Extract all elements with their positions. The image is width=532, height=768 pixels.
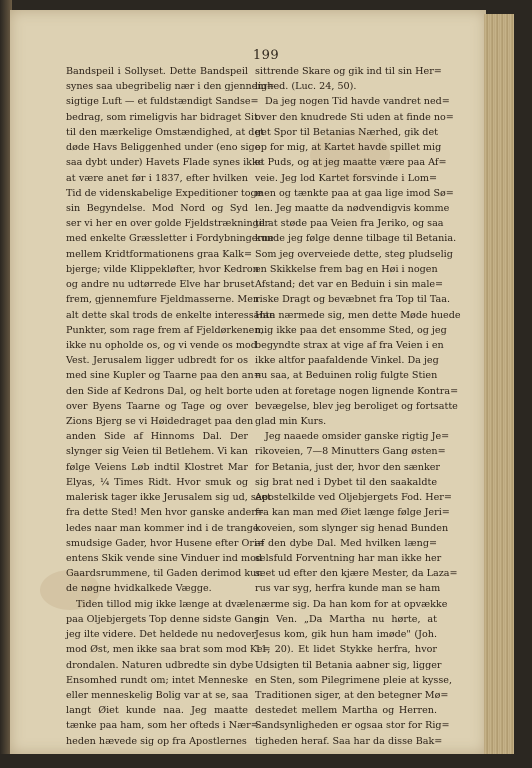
text-line: til at støde paa Veien fra Jeriko, og saa (255, 218, 444, 230)
text-line: alt dette skal trods de enkelte interessante (66, 309, 276, 321)
text-line: at være anet før i 1837, efter hvilken (66, 172, 248, 184)
text-line: følge Veiens Løb indtil Klostret Mar (66, 461, 248, 473)
text-line: ikke altfor paafaldende Vinkel. Da jeg (255, 355, 439, 367)
text-line: kunde jeg følge denne tilbage til Betania. (255, 233, 457, 245)
text-line: for Betania, just der, hvor den sænker (255, 461, 441, 473)
text-line: mod Øst, men ikke saa brat som mod Ke= (66, 644, 271, 656)
text-line: len. Jeg maatte da nødvendigvis komme (255, 202, 450, 214)
text-line: begyndte strax at vige af fra Veien i en (255, 339, 444, 351)
text-line: Han nærmede sig, men dette Møde huede (255, 309, 461, 321)
text-line: tænke paa ham, som her ofteds i Nær= (66, 720, 259, 732)
text-line: frem, gjennemfure Fjeldmasserne. Men (66, 294, 260, 306)
text-line: sittrende Skare og gik ind til sin Her= (255, 66, 442, 77)
text-line: Vest. Jerusalem ligger udbredt for os (66, 355, 248, 367)
text-line: drondalen. Naturen udbredte sin dybe (66, 659, 254, 671)
text-line: Elyas, ¼ Times Ridt. Hvor smuk og (66, 476, 248, 488)
text-line: Sandsynligheden er ogsaa stor for Rig= (255, 720, 450, 732)
text-line: slynger sig Veien til Betlehem. Vi kan (66, 446, 248, 458)
text-line: saa dybt under) Havets Flade synes ikke (66, 157, 264, 169)
text-line: fra dette Sted! Men hvor ganske ander= (66, 507, 264, 519)
text-line: fra kan man med Øiet længe følge Jeri= (255, 507, 450, 519)
text-line: Gaardsrummene, til Gaden derimod kun (66, 568, 263, 580)
text-line: Apostelkilde ved Oljebjergets Fod. Her= (255, 492, 452, 504)
left-text-column (66, 64, 276, 749)
text-line: anden Side af Hinnoms Dal. Der (66, 431, 248, 443)
text-line: Afstand; det var en Beduin i sin male= (255, 279, 444, 291)
text-line: sigtige Luft — et fuldstændigt Sandsе= (66, 96, 259, 108)
text-line: sig brat ned i Dybet til den saakaldte (255, 476, 437, 488)
text-line: op for mig, at Kartet havde spillet mig (255, 142, 442, 154)
text-line: rikoveien, 7—8 Minutters Gang østen= (255, 446, 446, 458)
text-line: sin Begyndelse. Mod Nord og Syd (66, 202, 248, 214)
text-line: bjerge; vilde Klippekløfter, hvor Kedron (66, 263, 259, 275)
text-line: Jesus kom, gik hun ham imøde" (Joh. (255, 629, 437, 641)
page-number: 199 (252, 48, 280, 63)
text-line: smudsige Gader, hvor Husene efter Ori= (66, 537, 266, 549)
text-line: ser vi her en over golde Fjeldstrækninger (66, 218, 270, 230)
text-line: mellem Kridtformationens graa Kalk= (66, 248, 253, 260)
text-line: til den mærkelige Omstændighed, at det (66, 126, 264, 138)
text-line: rus var syg, herfra kunde man se ham (255, 583, 441, 595)
text-line: entens Skik vende sine Vinduer ind mod (66, 553, 262, 564)
text-line: nærme sig. Da han kom for at opvække (255, 598, 448, 610)
text-line: den Side af Kedrons Dal, og helt borte (66, 385, 253, 397)
text-line: et Puds, og at jeg maatte være paa Af= (255, 157, 447, 169)
text-line: Zions Bjerg se vi Høidedraget paa den (66, 416, 254, 428)
text-line: bevægelse, blev jeg beroliget og fortsatte (255, 400, 458, 412)
text-line: lighed. (Luc. 24, 50). (255, 81, 357, 93)
text-line: Da jeg nogen Tid havde vandret ned= (265, 96, 450, 108)
text-line: Udsigten til Betania aabner sig, ligger (255, 659, 442, 671)
text-line: koveien, som slynger sig henad Bunden (255, 522, 449, 534)
text-line: riske Dragt og bevæbnet fra Top til Taa. (255, 294, 450, 306)
text-line: en Skikkelse frem bag en Høi i nogen (255, 263, 438, 275)
text-line: en Sten, som Pilegrimene pleie at kysse, (255, 674, 452, 686)
text-line: Jeg naaede omsider ganske rigtig Je= (265, 431, 450, 443)
text-line: nu saa, at Beduinen rolig fulgte Stien (255, 370, 438, 382)
book-cover-edge (0, 754, 532, 768)
text-line: Tiden tillod mig ikke længe at dvæle (76, 598, 255, 610)
text-line: ikke nu opholde os, og vi vende os mod (66, 339, 257, 351)
page-edges (484, 14, 514, 754)
text-line: Traditionen siger, at den betegner Mø= (255, 689, 449, 701)
text-line: get Spor til Betanias Nærhed, gik det (255, 126, 438, 138)
text-line: seet ud efter den kjære Mester, da Laza= (255, 568, 458, 580)
text-line: Tid de videnskabelige Expeditioner toge (66, 187, 263, 199)
text-line: tigheden heraf. Saa har da disse Bak= (255, 735, 443, 747)
text-line: men og tænkte paa at gaa lige imod Sø= (255, 187, 454, 199)
text-line: over Byens Taarne og Tage og over (66, 400, 248, 412)
text-line: over den knudrede Sti uden at finde no= (255, 111, 454, 123)
text-line: malerisk tager ikke Jerusalem sig ud, seet (66, 492, 272, 504)
text-line: ledes naar man kommer ind i de trange (66, 522, 259, 534)
text-line: jeg ilte videre. Det heldede nu nedover (66, 629, 256, 641)
text-line: heden hævede sig op fra Apostlernes (66, 735, 247, 747)
text-line: paa Oljebjergets Top denne sidste Gang; (66, 613, 264, 625)
text-line: døde Havs Beliggenhed under (eno sige (66, 142, 261, 154)
text-line: eller menneskelig Bolig var at se, saa (66, 689, 249, 701)
text-line: og andre nu udtørrede Elve har bruset (66, 279, 255, 291)
text-line: glad min Kurs. (255, 416, 327, 428)
right-text-column (255, 64, 461, 749)
text-line: mig ikke paa det ensomme Sted, og jeg (255, 324, 447, 336)
text-line: af den dybe Dal. Med hvilken læng= (255, 537, 437, 549)
text-line: sin Ven. „Da Martha nu hørte, at (255, 613, 437, 625)
text-line: langt Øiet kunde naa. Jeg maatte (66, 705, 248, 717)
text-line: de nøgne hvidkalkede Vægge. (66, 583, 212, 595)
text-line: veie. Jeg lod Kartet forsvinde i Lom= (255, 172, 437, 184)
text-line: selsfuld Forventning har man ikke her (255, 553, 442, 564)
text-line: uden at foretage nogen lignende Kontra= (255, 385, 459, 397)
text-line: synes saa ubegribelig nær i den gjennem= (66, 81, 275, 93)
text-line: destedet mellem Martha og Herren. (255, 705, 437, 717)
text-line: Punkter, som rage frem af Fjeldørkenen, (66, 324, 264, 336)
text-line: Bandspeil i Sollyset. Dette Bandspeil (66, 66, 248, 77)
text-line: Ensomhed rundt om; intet Menneske (66, 674, 248, 686)
text-line: med enkelte Græssletter i Fordybningerne (66, 233, 274, 245)
text-line: 11, 20). Et lidet Stykke herfra, hvor (255, 644, 437, 656)
text-line: med sine Kupler og Taarne paa den an= (66, 370, 262, 382)
text-line: bedrag, som rimeligvis har bidraget Sit (66, 111, 258, 123)
text-line: Som jeg overveiede dette, steg pludselig (255, 248, 453, 260)
